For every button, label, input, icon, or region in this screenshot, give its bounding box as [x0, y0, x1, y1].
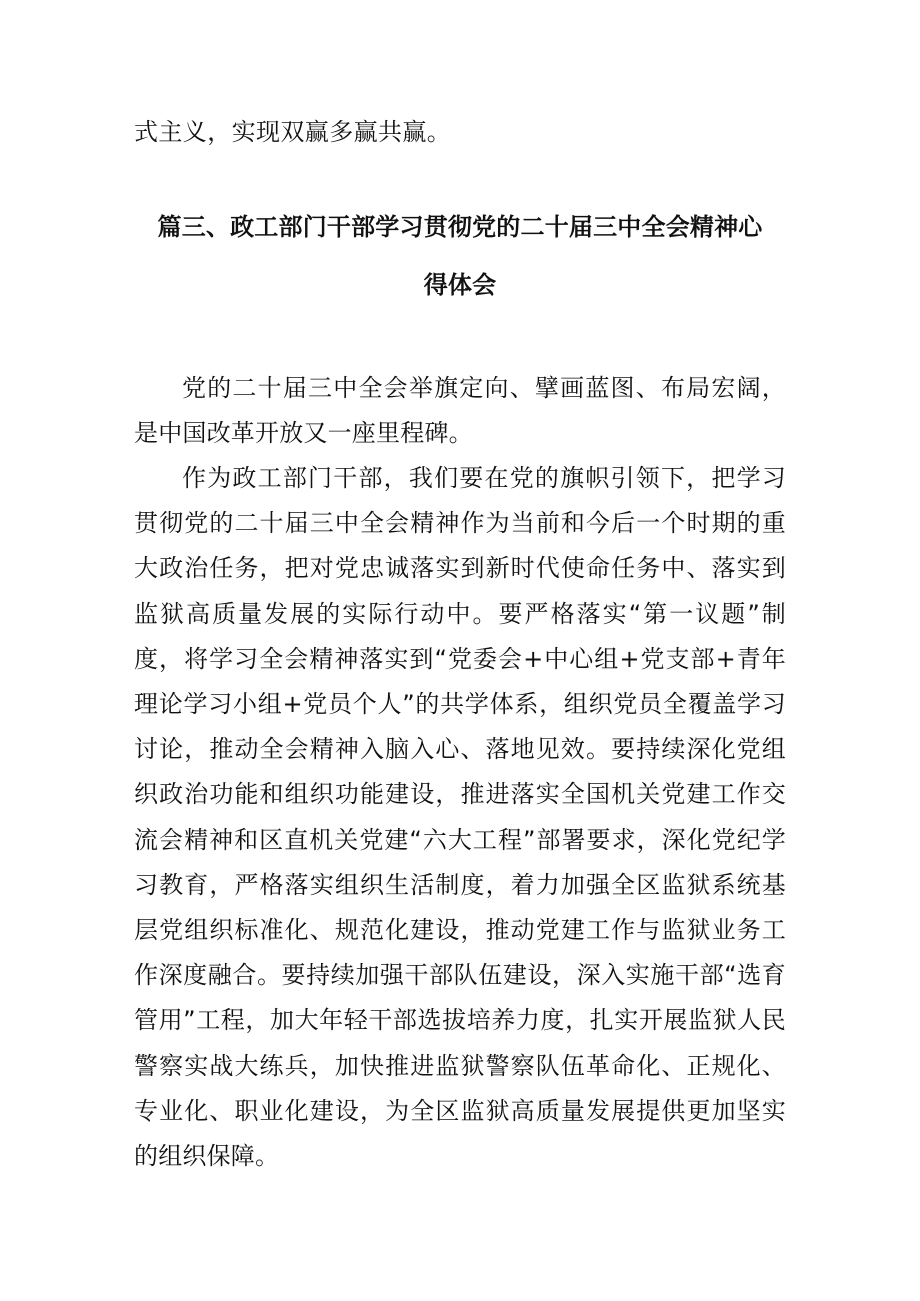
- section-title-line-2: 得体会: [423, 271, 497, 299]
- body-paragraph-1: 党的二十届三中全会举旗定向、擘画蓝图、布局宏阔，是中国改革开放又一座里程碑。: [134, 374, 786, 448]
- body-paragraph-2: 作为政工部门干部，我们要在党的旗帜引领下，把学习贯彻党的二十届三中全会精神作为当前和今后一个时期的重大政治任务，把对党忠诚落实到新时代使命任务中、落实到监狱高质量发展的实际行动中。要严格落实“第一议题”制度，将学习全会精神落实到“党委会+中心组+党支部+青年理论学习小组+党员个人”的共学体系，组织党员全覆盖学习讨论，推动全会精神入脑入心、落地见效。要持续深化党组织政治功能和组织功能建设，推进落实全国机关党建工作交流会精神和区直机关党建“六大工程”部署要求，深化党纪学习教育，严格落实组织生活制度，着力加强全区监狱系统基层党组织标准化、规范化建设，推动党建工作与监狱业务工作深度融合。要持续加强干部队伍建设，深入实施干部“选育管用”工程，加大年轻干部选拔培养力度，扎实开展监狱人民警察实战大练兵，加快推进监狱警察队伍革命化、正规化、专业化、职业化建设，为全区监狱高质量发展提供更加坚实的组织保障。: [134, 464, 786, 1171]
- section-title-line-1: 篇三、政工部门干部学习贯彻党的二十届三中全会精神心: [157, 213, 763, 241]
- continuation-text: 式主义，实现双赢多赢共赢。: [134, 118, 452, 146]
